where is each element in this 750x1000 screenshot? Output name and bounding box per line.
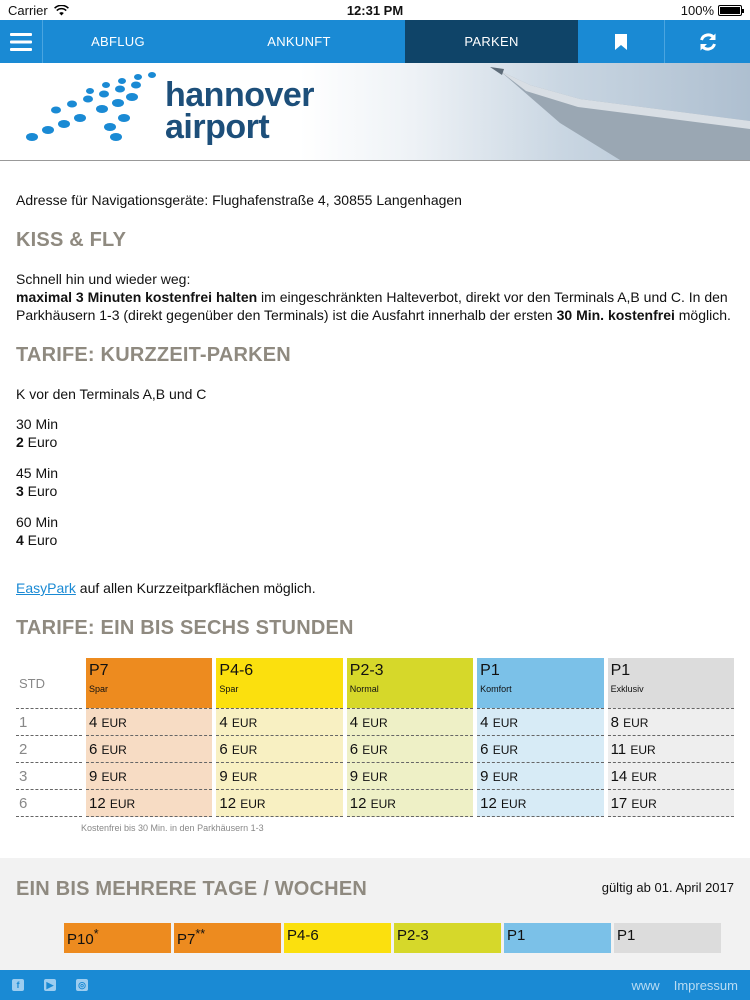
price-value: 8 xyxy=(610,713,619,731)
table-row xyxy=(16,708,734,735)
price-value: 12 xyxy=(349,794,367,812)
price-currency: EUR xyxy=(492,769,519,784)
std-column-header: STD xyxy=(19,675,45,691)
kiss-bold-2: 30 Min. kostenfrei xyxy=(556,307,675,323)
price-cell xyxy=(477,762,603,789)
bottom-bar xyxy=(0,970,750,1000)
price-value: 4 xyxy=(219,713,228,731)
price-cell xyxy=(608,708,734,735)
hamburger-icon xyxy=(10,33,32,51)
price-cell xyxy=(477,735,603,762)
airport-logo xyxy=(165,76,315,146)
short-price-item xyxy=(16,513,734,549)
clock: 12:31 PM xyxy=(346,2,404,18)
column-name: P7 xyxy=(89,662,109,679)
easypark-link[interactable]: EasyPark xyxy=(16,580,76,596)
price-currency: EUR xyxy=(492,742,519,757)
price-value: 9 xyxy=(89,767,98,785)
navigation-address: Adresse für Navigationsgeräte: Flughafenstraße 4, 30855 Langenhagen xyxy=(16,192,462,208)
carrier-label: Carrier xyxy=(8,2,48,18)
facebook-icon[interactable]: f xyxy=(12,979,24,991)
price-value: 4 xyxy=(89,713,98,731)
top-nav xyxy=(0,20,750,63)
price-value: 6 xyxy=(219,740,228,758)
short-price-duration: 30 Min xyxy=(16,416,59,432)
price-currency: EUR xyxy=(231,769,258,784)
price-currency: EUR xyxy=(231,742,258,757)
airport-banner xyxy=(0,63,750,161)
days-table-headers xyxy=(64,923,734,953)
price-cell xyxy=(477,708,603,735)
short-price-unit: Euro xyxy=(23,434,58,450)
price-value: 12 xyxy=(480,794,497,812)
short-price-unit: Euro xyxy=(23,483,58,499)
status-bar xyxy=(0,0,750,20)
short-price-amount: 2 xyxy=(16,434,24,450)
price-currency: EUR xyxy=(492,715,519,730)
hours-table-body xyxy=(16,708,734,817)
price-cell xyxy=(608,735,734,762)
short-term-prices xyxy=(16,415,734,549)
days-column-header xyxy=(284,923,391,953)
short-price-amount: 3 xyxy=(16,483,24,499)
price-currency: EUR xyxy=(631,769,657,784)
column-name: P1 xyxy=(480,662,500,679)
column-name: P4-6 xyxy=(219,662,254,679)
logo-line-1: hannover xyxy=(165,76,315,114)
price-value: 4 xyxy=(480,713,489,731)
easypark-line xyxy=(16,579,734,597)
short-price-item xyxy=(16,464,734,500)
kiss-text-2: möglich. xyxy=(674,307,731,323)
price-value: 17 xyxy=(610,794,628,812)
price-value: 6 xyxy=(349,740,359,758)
price-currency: EUR xyxy=(231,715,258,730)
price-currency: EUR xyxy=(240,796,266,811)
column-name: P2-3 xyxy=(349,662,384,679)
column-sub: Spar xyxy=(219,684,239,694)
price-currency: EUR xyxy=(501,796,527,811)
table-row xyxy=(16,735,734,762)
price-value: 11 xyxy=(610,740,627,758)
short-price-unit: Euro xyxy=(23,532,58,548)
price-currency: EUR xyxy=(362,715,388,730)
column-sub: Spar xyxy=(89,684,109,694)
price-cell xyxy=(608,762,734,789)
column-header xyxy=(347,658,473,708)
price-value: 9 xyxy=(219,767,228,785)
price-value: 6 xyxy=(89,740,98,758)
kiss-fly-intro: Schnell hin und wieder weg: xyxy=(16,271,191,287)
column-sub: Normal xyxy=(349,684,379,694)
price-cell xyxy=(477,789,603,817)
table-row xyxy=(16,789,734,817)
battery-icon xyxy=(718,5,742,16)
price-cell xyxy=(347,789,473,817)
bookmark-button[interactable] xyxy=(578,20,665,63)
easypark-text: auf allen Kurzzeitparkflächen möglich. xyxy=(75,580,316,596)
price-cell xyxy=(86,735,212,762)
youtube-icon[interactable]: ▶ xyxy=(44,979,56,991)
hours-cell: 6 xyxy=(16,789,82,817)
refresh-button[interactable] xyxy=(665,20,750,63)
hours-heading: TARIFE: EIN BIS SECHS STUNDEN xyxy=(16,617,354,639)
price-currency: EUR xyxy=(101,715,127,730)
www-link[interactable]: www xyxy=(631,977,660,993)
price-currency: EUR xyxy=(362,769,388,784)
days-column-mark: * xyxy=(93,927,99,941)
price-value: 12 xyxy=(89,794,106,812)
price-cell xyxy=(86,708,212,735)
table-row xyxy=(16,762,734,789)
column-sub: Exklusiv xyxy=(610,684,644,694)
price-value: 12 xyxy=(219,794,237,812)
hours-cell: 2 xyxy=(16,735,82,762)
days-column-name: P2-3 xyxy=(397,927,429,944)
kiss-text-1: im eingeschränkten Halteverbot, direkt vor den Terminals A,B und C. In den Parkhäusern 1-3 (direkt gegenüber den Terminals) ist die Ausfahrt innerhalb der ersten xyxy=(16,289,728,323)
kiss-bold-1: maximal 3 Minuten kostenfrei halten xyxy=(16,289,258,305)
tab-parken[interactable]: PARKEN xyxy=(405,20,578,63)
short-price-item xyxy=(16,415,734,451)
bookmark-icon xyxy=(614,33,628,51)
column-name: P1 xyxy=(610,662,631,679)
kiss-fly-heading: KISS & FLY xyxy=(16,229,127,251)
short-price-duration: 45 Min xyxy=(16,465,59,481)
days-column-header xyxy=(394,923,501,953)
price-cell xyxy=(347,762,473,789)
airplane-wing-image xyxy=(490,63,750,160)
short-price-amount: 4 xyxy=(16,532,24,548)
column-header xyxy=(608,658,734,708)
price-cell xyxy=(216,762,342,789)
tab-ankunft[interactable]: ANKUNFT xyxy=(267,34,331,49)
price-currency: EUR xyxy=(109,796,136,811)
days-column-header xyxy=(64,923,171,953)
days-column-header xyxy=(614,923,721,953)
price-currency: EUR xyxy=(362,742,388,757)
days-heading: EIN BIS MEHRERE TAGE / WOCHEN xyxy=(16,878,368,900)
hours-cell: 1 xyxy=(16,708,82,735)
price-cell xyxy=(86,789,212,817)
short-term-location: K vor den Terminals A,B und C xyxy=(16,386,207,402)
price-currency: EUR xyxy=(101,769,127,784)
price-cell xyxy=(347,735,473,762)
price-currency: EUR xyxy=(631,796,657,811)
price-currency: EUR xyxy=(101,742,127,757)
airport-logo-dots xyxy=(20,63,180,160)
refresh-icon xyxy=(698,32,718,52)
price-currency: EUR xyxy=(623,715,649,730)
price-value: 9 xyxy=(480,767,489,785)
hours-cell: 3 xyxy=(16,762,82,789)
main-content xyxy=(0,191,750,998)
price-cell xyxy=(608,789,734,817)
days-column-mark: ** xyxy=(195,927,206,941)
days-column-header xyxy=(504,923,611,953)
price-currency: EUR xyxy=(630,742,656,757)
days-column-name: P7 xyxy=(177,931,196,948)
kiss-fly-text xyxy=(16,288,734,324)
price-value: 4 xyxy=(349,713,359,731)
wifi-icon xyxy=(54,5,69,16)
short-price-duration: 60 Min xyxy=(16,514,59,530)
battery-percent: 100% xyxy=(680,2,714,18)
menu-button[interactable] xyxy=(0,20,43,63)
days-column-name: P10 xyxy=(67,931,94,948)
price-currency: EUR xyxy=(370,796,396,811)
price-value: 6 xyxy=(480,740,489,758)
column-header xyxy=(216,658,342,708)
price-cell xyxy=(216,789,342,817)
price-cell xyxy=(347,708,473,735)
price-value: 14 xyxy=(610,767,628,785)
free-parking-note: Kostenfrei bis 30 Min. in den Parkhäusern 1-3 xyxy=(81,823,264,833)
valid-from-label: gültig ab 01. April 2017 xyxy=(601,880,734,895)
column-header xyxy=(86,658,212,708)
price-cell xyxy=(216,708,342,735)
days-column-header xyxy=(174,923,281,953)
days-column-name: P1 xyxy=(507,927,526,944)
price-cell xyxy=(216,735,342,762)
logo-line-2: airport xyxy=(165,108,270,146)
hours-tariff-table xyxy=(12,658,738,817)
column-header xyxy=(477,658,603,708)
days-column-name: P4-6 xyxy=(287,927,319,944)
instagram-icon[interactable]: ◎ xyxy=(76,979,88,991)
tab-abflug[interactable]: ABFLUG xyxy=(91,34,145,49)
column-sub: Komfort xyxy=(480,684,512,694)
short-term-heading: TARIFE: KURZZEIT-PARKEN xyxy=(16,344,291,366)
price-cell xyxy=(86,762,212,789)
impressum-link[interactable]: Impressum xyxy=(673,977,738,993)
days-column-name: P1 xyxy=(617,927,636,944)
price-value: 9 xyxy=(349,767,359,785)
